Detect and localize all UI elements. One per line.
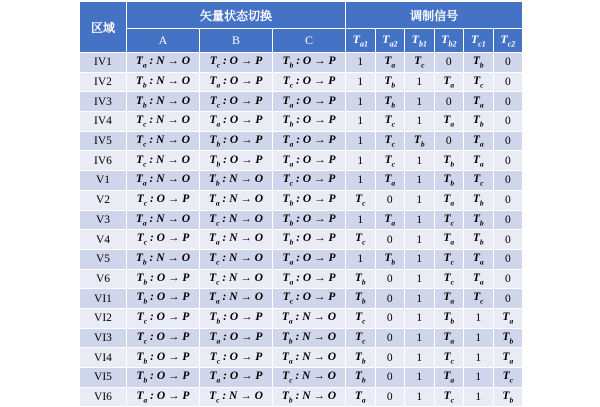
signal-cell: 0	[434, 92, 464, 112]
vector-switch-cell: $T_a$ : O → P	[200, 72, 273, 92]
signal-cell: $T_b$	[346, 289, 376, 309]
signal-cell: $T_a$	[493, 308, 523, 328]
header-signal-ta2: $T_{a2}$	[375, 29, 405, 53]
signal-cell: 0	[493, 249, 523, 269]
region-cell: VI1	[80, 289, 127, 309]
signal-cell: $T_a$	[434, 230, 464, 250]
signal-cell: 0	[375, 387, 405, 407]
header-signal-tb1: $T_{b1}$	[405, 29, 435, 53]
signal-cell: $T_a$	[464, 131, 494, 151]
vector-switch-cell: $T_c$ : N → O	[200, 269, 273, 289]
table-row	[80, 230, 523, 250]
vector-switch-cell: $T_b$ : N → O	[127, 92, 200, 112]
signal-cell: $T_c$	[346, 190, 376, 210]
vector-switch-cell: $T_c$ : N → O	[127, 151, 200, 171]
vector-switch-cell: $T_b$ : O → P	[273, 53, 346, 73]
region-cell: V3	[80, 210, 127, 230]
vector-switch-cell: $T_c$ : O → P	[200, 53, 273, 73]
signal-cell: 0	[375, 348, 405, 368]
signal-cell: $T_a$	[464, 92, 494, 112]
vector-switch-cell: $T_a$ : N → O	[200, 230, 273, 250]
vector-switch-cell: $T_c$ : O → P	[127, 230, 200, 250]
vector-switch-cell: $T_c$ : O → P	[200, 348, 273, 368]
signal-cell: $T_b$	[493, 328, 523, 348]
signal-cell: 1	[405, 190, 435, 210]
signal-cell: 1	[346, 131, 376, 151]
signal-cell: $T_a$	[434, 289, 464, 309]
region-cell: V2	[80, 190, 127, 210]
signal-cell: 1	[405, 249, 435, 269]
table-row	[80, 190, 523, 210]
region-cell: V4	[80, 230, 127, 250]
table-body	[80, 53, 523, 407]
table-row	[80, 387, 523, 407]
signal-cell: $T_b$	[405, 131, 435, 151]
signal-cell: 0	[493, 151, 523, 171]
table-row	[80, 92, 523, 112]
vector-switch-cell: $T_a$ : N → O	[200, 190, 273, 210]
signal-cell: 1	[405, 348, 435, 368]
signal-cell: 0	[375, 269, 405, 289]
vector-switch-cell: $T_c$ : O → P	[273, 72, 346, 92]
signal-cell: 0	[493, 190, 523, 210]
signal-cell: 1	[405, 92, 435, 112]
vector-switch-cell: $T_b$ : O → P	[127, 289, 200, 309]
vector-switch-cell: $T_c$ : N → O	[127, 131, 200, 151]
vector-switch-cell: $T_a$ : O → P	[273, 151, 346, 171]
vector-switch-cell: $T_a$ : O → P	[200, 368, 273, 388]
signal-cell: $T_a$	[434, 328, 464, 348]
signal-cell: $T_b$	[434, 308, 464, 328]
signal-cell: $T_c$	[346, 308, 376, 328]
header-row-sub	[80, 29, 523, 53]
header-signal-ta1: $T_{a1}$	[346, 29, 376, 53]
vector-switch-cell: $T_b$ : N → O	[127, 249, 200, 269]
vector-switch-cell: $T_b$ : O → P	[273, 190, 346, 210]
signal-cell: $T_c$	[464, 289, 494, 309]
vector-switch-cell: $T_b$ : N → O	[200, 171, 273, 191]
signal-cell: 0	[493, 53, 523, 73]
vector-switch-cell: $T_a$ : N → O	[273, 308, 346, 328]
vector-switch-cell: $T_c$ : O → P	[127, 308, 200, 328]
vector-switch-cell: $T_c$ : O → P	[273, 289, 346, 309]
signal-cell: 1	[464, 328, 494, 348]
vector-switch-cell: $T_c$ : O → P	[200, 92, 273, 112]
signal-cell: $T_b$	[464, 210, 494, 230]
signal-cell: 0	[493, 72, 523, 92]
signal-cell: 1	[405, 269, 435, 289]
region-cell: VI5	[80, 368, 127, 388]
signal-cell: 0	[493, 131, 523, 151]
signal-cell: 1	[405, 328, 435, 348]
vector-switch-cell: $T_a$ : O → P	[273, 92, 346, 112]
signal-cell: $T_b$	[346, 348, 376, 368]
header-phase-b: B	[200, 29, 273, 53]
vector-switch-cell: $T_a$ : O → P	[273, 131, 346, 151]
signal-cell: 1	[464, 308, 494, 328]
header-signal-tc1: $T_{c1}$	[464, 29, 494, 53]
vector-switch-cell: $T_b$ : O → P	[200, 151, 273, 171]
signal-cell: $T_a$	[434, 112, 464, 132]
vector-switch-cell: $T_a$ : O → P	[127, 387, 200, 407]
signal-cell: $T_c$	[434, 210, 464, 230]
signal-cell: 1	[405, 308, 435, 328]
region-cell: VI6	[80, 387, 127, 407]
signal-cell: $T_c$	[434, 249, 464, 269]
signal-cell: $T_a$	[493, 348, 523, 368]
header-phase-a: A	[127, 29, 200, 53]
vector-switch-cell: $T_c$ : N → O	[273, 368, 346, 388]
signal-cell: $T_c$	[375, 151, 405, 171]
vector-switch-cell: $T_b$ : N → O	[127, 72, 200, 92]
signal-cell: $T_a$	[434, 368, 464, 388]
signal-cell: 0	[375, 328, 405, 348]
vector-switch-cell: $T_b$ : O → P	[273, 230, 346, 250]
vector-switch-cell: $T_c$ : N → O	[200, 387, 273, 407]
table-row	[80, 328, 523, 348]
signal-cell: 1	[346, 171, 376, 191]
signal-cell: $T_a$	[434, 72, 464, 92]
switching-table	[79, 1, 523, 407]
region-cell: IV3	[80, 92, 127, 112]
vector-switch-cell: $T_a$ : O → P	[200, 112, 273, 132]
signal-cell: $T_a$	[464, 249, 494, 269]
signal-cell: 0	[375, 289, 405, 309]
vector-switch-cell: $T_a$ : N → O	[127, 171, 200, 191]
signal-cell: $T_c$	[375, 131, 405, 151]
signal-cell: 1	[405, 289, 435, 309]
table-row	[80, 112, 523, 132]
region-cell: IV1	[80, 53, 127, 73]
table-row	[80, 131, 523, 151]
vector-switch-cell: $T_b$ : O → P	[127, 348, 200, 368]
signal-cell: $T_a$	[375, 53, 405, 73]
signal-cell: 0	[493, 289, 523, 309]
signal-cell: 1	[405, 151, 435, 171]
vector-switch-cell: $T_b$ : O → P	[273, 210, 346, 230]
signal-cell: $T_b$	[464, 112, 494, 132]
signal-cell: $T_b$	[434, 151, 464, 171]
signal-cell: 1	[405, 112, 435, 132]
signal-cell: 1	[346, 112, 376, 132]
region-cell: VI2	[80, 308, 127, 328]
signal-cell: $T_b$	[375, 72, 405, 92]
signal-cell: 0	[493, 269, 523, 289]
signal-cell: 1	[405, 387, 435, 407]
signal-cell: $T_c$	[375, 112, 405, 132]
vector-switch-cell: $T_b$ : O → P	[200, 131, 273, 151]
signal-cell: $T_c$	[434, 348, 464, 368]
vector-switch-cell: $T_a$ : N → O	[200, 289, 273, 309]
signal-cell: $T_c$	[346, 328, 376, 348]
signal-cell: $T_a$	[346, 387, 376, 407]
signal-cell: 1	[346, 151, 376, 171]
signal-cell: 0	[375, 308, 405, 328]
signal-cell: $T_c$	[434, 387, 464, 407]
vector-switch-cell: $T_a$ : N → O	[127, 53, 200, 73]
signal-cell: 0	[493, 92, 523, 112]
signal-cell: 0	[493, 210, 523, 230]
table-row	[80, 368, 523, 388]
region-cell: IV4	[80, 112, 127, 132]
vector-switch-cell: $T_a$ : N → O	[273, 348, 346, 368]
signal-cell: 0	[493, 230, 523, 250]
vector-switch-cell: $T_b$ : N → O	[273, 328, 346, 348]
signal-cell: $T_a$	[375, 171, 405, 191]
signal-cell: 0	[375, 230, 405, 250]
vector-switch-cell: $T_c$ : O → P	[127, 190, 200, 210]
table-row	[80, 308, 523, 328]
table-row	[80, 289, 523, 309]
region-cell: VI3	[80, 328, 127, 348]
vector-switch-cell: $T_c$ : N → O	[127, 112, 200, 132]
vector-switch-cell: $T_b$ : O → P	[127, 368, 200, 388]
signal-cell: 1	[464, 348, 494, 368]
signal-cell: $T_a$	[434, 190, 464, 210]
vector-switch-cell: $T_a$ : O → P	[273, 269, 346, 289]
table-row	[80, 171, 523, 191]
signal-cell: 0	[493, 171, 523, 191]
signal-cell: 0	[434, 53, 464, 73]
region-cell: IV6	[80, 151, 127, 171]
header-phase-c: C	[273, 29, 346, 53]
vector-switch-cell: $T_b$ : O → P	[200, 308, 273, 328]
signal-cell: $T_b$	[346, 368, 376, 388]
vector-switch-cell: $T_a$ : O → P	[200, 328, 273, 348]
table-row	[80, 53, 523, 73]
region-cell: IV2	[80, 72, 127, 92]
header-region: 区域	[80, 2, 127, 53]
signal-cell: 1	[464, 387, 494, 407]
table-row	[80, 72, 523, 92]
table-row	[80, 249, 523, 269]
signal-cell: 0	[375, 368, 405, 388]
signal-cell: 1	[405, 368, 435, 388]
signal-cell: 1	[346, 53, 376, 73]
vector-switch-cell: $T_c$ : N → O	[200, 210, 273, 230]
signal-cell: 1	[405, 230, 435, 250]
signal-cell: 0	[493, 112, 523, 132]
signal-cell: $T_b$	[434, 171, 464, 191]
header-signal-tb2: $T_{b2}$	[434, 29, 464, 53]
signal-cell: $T_b$	[375, 249, 405, 269]
signal-cell: $T_b$	[346, 269, 376, 289]
table-row	[80, 348, 523, 368]
signal-cell: 1	[346, 92, 376, 112]
table-row	[80, 210, 523, 230]
vector-switch-cell: $T_a$ : N → O	[127, 210, 200, 230]
header-vector-switch: 矢量状态切换	[127, 2, 346, 29]
signal-cell: 1	[464, 368, 494, 388]
signal-cell: $T_c$	[464, 171, 494, 191]
region-cell: V1	[80, 171, 127, 191]
table-row	[80, 269, 523, 289]
signal-cell: 1	[346, 249, 376, 269]
vector-switch-cell: $T_a$ : O → P	[273, 249, 346, 269]
signal-cell: $T_c$	[493, 368, 523, 388]
vector-switch-cell: $T_b$ : N → O	[273, 387, 346, 407]
vector-switch-cell: $T_c$ : O → P	[273, 171, 346, 191]
vector-switch-cell: $T_c$ : O → P	[127, 328, 200, 348]
signal-cell: 1	[346, 210, 376, 230]
signal-cell: 1	[346, 72, 376, 92]
signal-cell: $T_c$	[405, 53, 435, 73]
signal-cell: $T_b$	[493, 387, 523, 407]
signal-cell: $T_c$	[434, 269, 464, 289]
signal-cell: $T_c$	[346, 230, 376, 250]
signal-cell: 0	[375, 190, 405, 210]
vector-switch-cell: $T_b$ : O → P	[127, 269, 200, 289]
signal-cell: 1	[405, 171, 435, 191]
header-row-main	[80, 2, 523, 29]
region-cell: IV5	[80, 131, 127, 151]
signal-cell: $T_a$	[464, 269, 494, 289]
signal-cell: 1	[405, 210, 435, 230]
switching-table-container	[79, 1, 520, 407]
table-row	[80, 151, 523, 171]
signal-cell: $T_b$	[464, 230, 494, 250]
signal-cell: 1	[405, 72, 435, 92]
signal-cell: $T_b$	[375, 92, 405, 112]
signal-cell: $T_b$	[464, 190, 494, 210]
header-signal-tc2: $T_{c2}$	[493, 29, 523, 53]
signal-cell: $T_a$	[375, 210, 405, 230]
region-cell: VI4	[80, 348, 127, 368]
region-cell: V6	[80, 269, 127, 289]
region-cell: V5	[80, 249, 127, 269]
signal-cell: 0	[434, 131, 464, 151]
signal-cell: $T_c$	[464, 72, 494, 92]
vector-switch-cell: $T_b$ : O → P	[273, 112, 346, 132]
vector-switch-cell: $T_c$ : N → O	[200, 249, 273, 269]
signal-cell: $T_a$	[464, 151, 494, 171]
signal-cell: $T_b$	[464, 53, 494, 73]
header-modulation-signal: 调制信号	[346, 2, 523, 29]
